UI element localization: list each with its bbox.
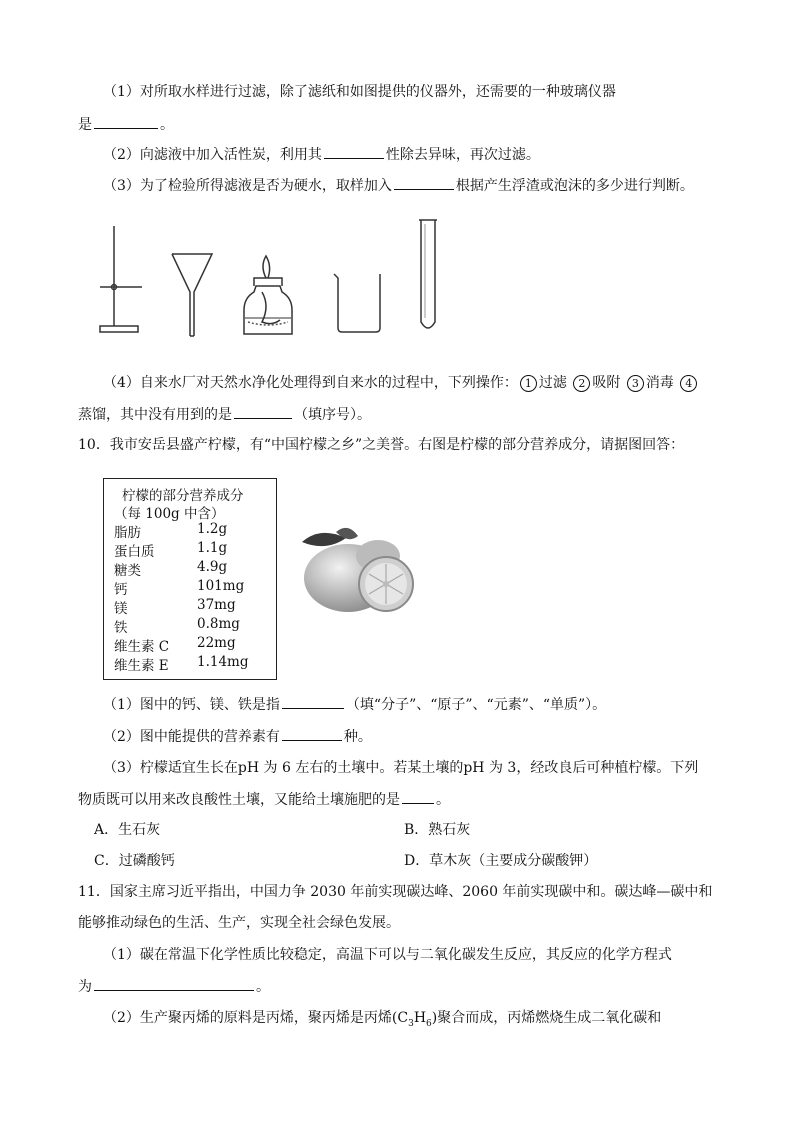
option-a[interactable]: A．生石灰 [94,822,161,838]
nutrient-name: 蛋白质 [114,544,155,560]
q11-stem-line2: 能够推动绿色的生活、生产，实现全社会绿色发展。 [78,915,400,931]
nutrient-name: 镁 [114,601,128,617]
q11-stem-line1: 11．国家主席习近平指出，中国力争 2030 年前实现碳达峰、2060 年前实现碳中和。碳达峰—碳中和 [78,884,713,900]
lemon-image [296,522,416,614]
option-d[interactable]: D．草木灰（主要成分碳酸钾） [404,853,598,869]
q9-part1-line2: 是 。 [78,114,174,135]
answer-blank[interactable] [324,144,384,159]
nutrient-value: 1.2g [197,521,228,537]
nutrient-name: 脂肪 [114,525,141,541]
nutrient-name: 维生素 C [114,639,170,655]
q9-part2: （2）向滤液中加入活性炭，利用其 性除去异味，再次过滤。 [103,144,540,165]
q9-part4-line1: （4）自来水厂对天然水净化处理得到自来水的过程中，下列操作： 1 过滤 2 吸附 3 消毒 4 [103,373,699,393]
q9-part3: （3）为了检验所得滤液是否为硬水，取样加入 根据产生浮渣或泡沫的多少进行判断。 [103,175,694,196]
nutrient-name: 维生素 E [114,658,169,674]
q11-part1-line2: 为 。 [78,976,270,997]
q10-stem: 10．我市安岳县盛产柠檬，有“中国柠檬之乡”之美誉。右图是柠檬的部分营养成分，请据图回答： [78,437,685,453]
funnel-icon [172,254,212,336]
lemon-leaf-icon [302,528,358,546]
answer-blank[interactable] [234,404,292,419]
nutrient-value: 0.8mg [197,616,240,632]
q9-part1-line1: （1）对所取水样进行过滤，除了滤纸和如图提供的仪器外，还需要的一种玻璃仪器 [103,84,616,100]
table-subtitle: （每 100g 中含） [114,506,225,522]
answer-blank[interactable] [402,789,434,804]
q10-part3-line1: （3）柠檬适宜生长在pH 为 6 左右的土壤中。若某土壤的pH 为 3，经改良后可种植柠檬。下列 [103,760,699,776]
lemon-slice-icon [359,557,413,611]
answer-blank[interactable] [282,726,342,741]
table-title: 柠檬的部分营养成分 [122,488,244,504]
q10-part1: （1）图中的钙、镁、铁是指 （填“分子”、“原子”、“元素”、“单质”）。 [103,694,606,715]
option-b[interactable]: B．熟石灰 [404,822,471,838]
iron-stand-icon [100,226,142,332]
nutrient-name: 铁 [114,620,128,636]
option-c[interactable]: C．过磷酸钙 [94,853,175,869]
nutrient-name: 钙 [114,582,128,598]
beaker-icon [334,274,380,332]
answer-blank[interactable] [394,175,454,190]
circled-number: 1 [520,375,537,392]
lab-apparatus-figure [94,214,454,340]
test-tube-icon [419,220,437,328]
nutrient-value: 4.9g [197,559,228,575]
circled-number: 3 [627,375,644,392]
answer-blank[interactable] [94,114,158,129]
circled-number: 2 [573,375,590,392]
q11-part2: （2）生产聚丙烯的原料是丙烯，聚丙烯是丙烯$(C_3H_6)$聚合而成，丙烯燃烧生成二氧化碳和 [103,1010,662,1029]
nutrient-value: 22mg [197,635,236,651]
alcohol-lamp-icon [244,256,292,334]
nutrient-name: 糖类 [114,563,141,579]
answer-blank[interactable] [94,976,254,991]
q10-part3-line2: 物质既可以用来改良酸性土壤，又能给土壤施肥的是 。 [78,789,450,810]
circled-number: 4 [680,375,697,392]
q10-part2: （2）图中能提供的营养素有 种。 [103,726,372,747]
answer-blank[interactable] [282,694,344,709]
nutrition-table [103,478,277,680]
nutrient-value: 37mg [197,597,236,613]
nutrient-value: 101mg [197,578,245,594]
q11-part1-line1: （1）碳在常温下化学性质比较稳定，高温下可以与二氧化碳发生反应，其反应的化学方程式 [103,947,672,963]
nutrient-value: 1.14mg [197,654,249,670]
nutrient-value: 1.1g [197,540,228,556]
q9-part4-line2: 蒸馏，其中没有用到的是 （填序号）。 [78,404,371,425]
propene-formula: $(C_3H_6)$ [391,1010,438,1029]
